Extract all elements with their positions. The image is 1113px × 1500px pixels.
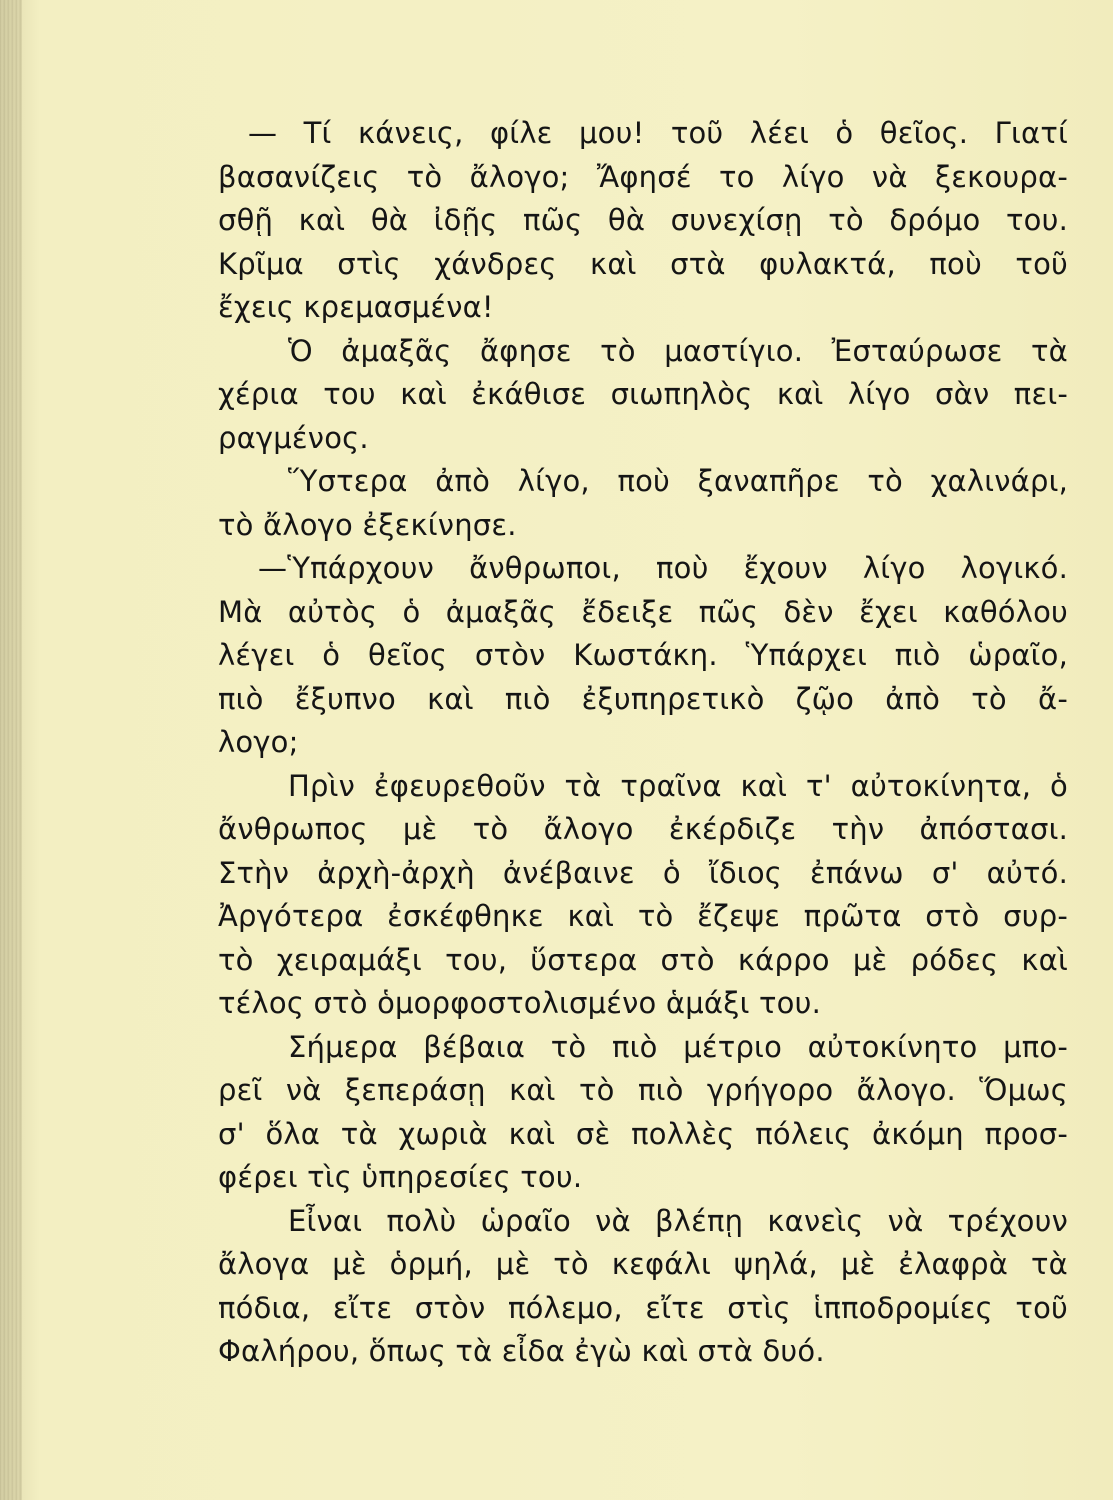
text-line: φέρει τὶς ὑπηρεσίες του.	[218, 1160, 583, 1194]
text-line: τὸ ἄλογο ἐξεκίνησε.	[218, 507, 517, 542]
text-line: τέλος στὸ ὁμορφοστολισμένο ἁμάξι του.	[218, 986, 822, 1020]
text-line: —Ὑπάρχουν ἄνθρωποι, ποὺ ἔχουν λίγο λογικό.	[258, 551, 1068, 585]
text-line: ραγμένος.	[218, 420, 369, 455]
text-line: σθῇ καὶ θὰ ἰδῇς πῶς θὰ συνεχίσῃ τὸ δρόμο του.	[218, 203, 1068, 237]
text-line: λέγει ὁ θεῖος στὸν Κωστάκη. Ὑπάρχει πιὸ ὡραῖο,	[218, 638, 1068, 672]
text-line: Κρῖμα στὶς χάνδρες καὶ στὰ φυλακτά, ποὺ τοῦ	[218, 246, 1068, 281]
page-binding-edge	[0, 0, 22, 1500]
text-line: Φαλήρου, ὅπως τὰ εἶδα ἐγὼ καὶ στὰ δυό.	[218, 1334, 825, 1368]
text-line: σ' ὅλα τὰ χωριὰ καὶ σὲ πολλὲς πόλεις ἀκόμη προσ-	[218, 1116, 1068, 1151]
text-line: χέρια του καὶ ἐκάθισε σιωπηλὸς καὶ λίγο σὰν πει-	[218, 377, 1068, 411]
text-line: τὸ χειραμάξι του, ὕστερα στὸ κάρρο μὲ ρόδες καὶ	[218, 942, 1068, 977]
text-line: πιὸ ἔξυπνο καὶ πιὸ ἐξυπηρετικὸ ζῷο ἀπὸ τὸ ἄ-	[218, 681, 1068, 716]
text-line: πόδια, εἴτε στὸν πόλεμο, εἴτε στὶς ἱπποδρομίες τοῦ	[218, 1290, 1068, 1325]
text-line: ἔχεις κρεμασμένα!	[218, 290, 494, 324]
text-line: ἄνθρωπος μὲ τὸ ἄλογο ἐκέρδιζε τὴν ἀπόστασι.	[218, 812, 1068, 846]
page-text	[218, 112, 1068, 1374]
text-line: Πρὶν ἐφευρεθοῦν τὰ τραῖνα καὶ τ' αὐτοκίνητα, ὁ	[288, 768, 1068, 803]
text-line: Σήμερα βέβαια τὸ πιὸ μέτριο αὐτοκίνητο μπο-	[288, 1029, 1068, 1064]
text-line: ἄλογα μὲ ὁρμή, μὲ τὸ κεφάλι ψηλά, μὲ ἐλαφρὰ τὰ	[218, 1247, 1068, 1281]
text-line: Μὰ αὐτὸς ὁ ἀμαξᾶς ἔδειξε πῶς δὲν ἔχει καθόλου	[218, 594, 1068, 629]
text-line: Ἀργότερα ἐσκέφθηκε καὶ τὸ ἔζεψε πρῶτα στὸ συρ-	[218, 899, 1068, 933]
text-line: ρεῖ νὰ ξεπεράσῃ καὶ τὸ πιὸ γρήγορο ἄλογο. Ὅμως	[218, 1073, 1068, 1107]
text-line: Εἶναι πολὺ ὡραῖο νὰ βλέπῃ κανεὶς νὰ τρέχουν	[288, 1203, 1068, 1238]
text-line: Στὴν ἀρχὴ-ἀρχὴ ἀνέβαινε ὁ ἴδιος ἐπάνω σ' αὐτό.	[218, 855, 1068, 890]
text-line: Ὁ ἀμαξᾶς ἄφησε τὸ μαστίγιο. Ἐσταύρωσε τὰ	[288, 333, 1068, 368]
text-line: βασανίζεις τὸ ἄλογο; Ἄφησέ το λίγο νὰ ξεκουρα-	[218, 159, 1068, 194]
text-line: Ὕστερα ἀπὸ λίγο, ποὺ ξαναπῆρε τὸ χαλινάρι,	[288, 464, 1068, 498]
text-line: — Τί κάνεις, φίλε μου! τοῦ λέει ὁ θεῖος. Γιατί	[248, 116, 1068, 150]
text-line: λογο;	[218, 725, 299, 759]
